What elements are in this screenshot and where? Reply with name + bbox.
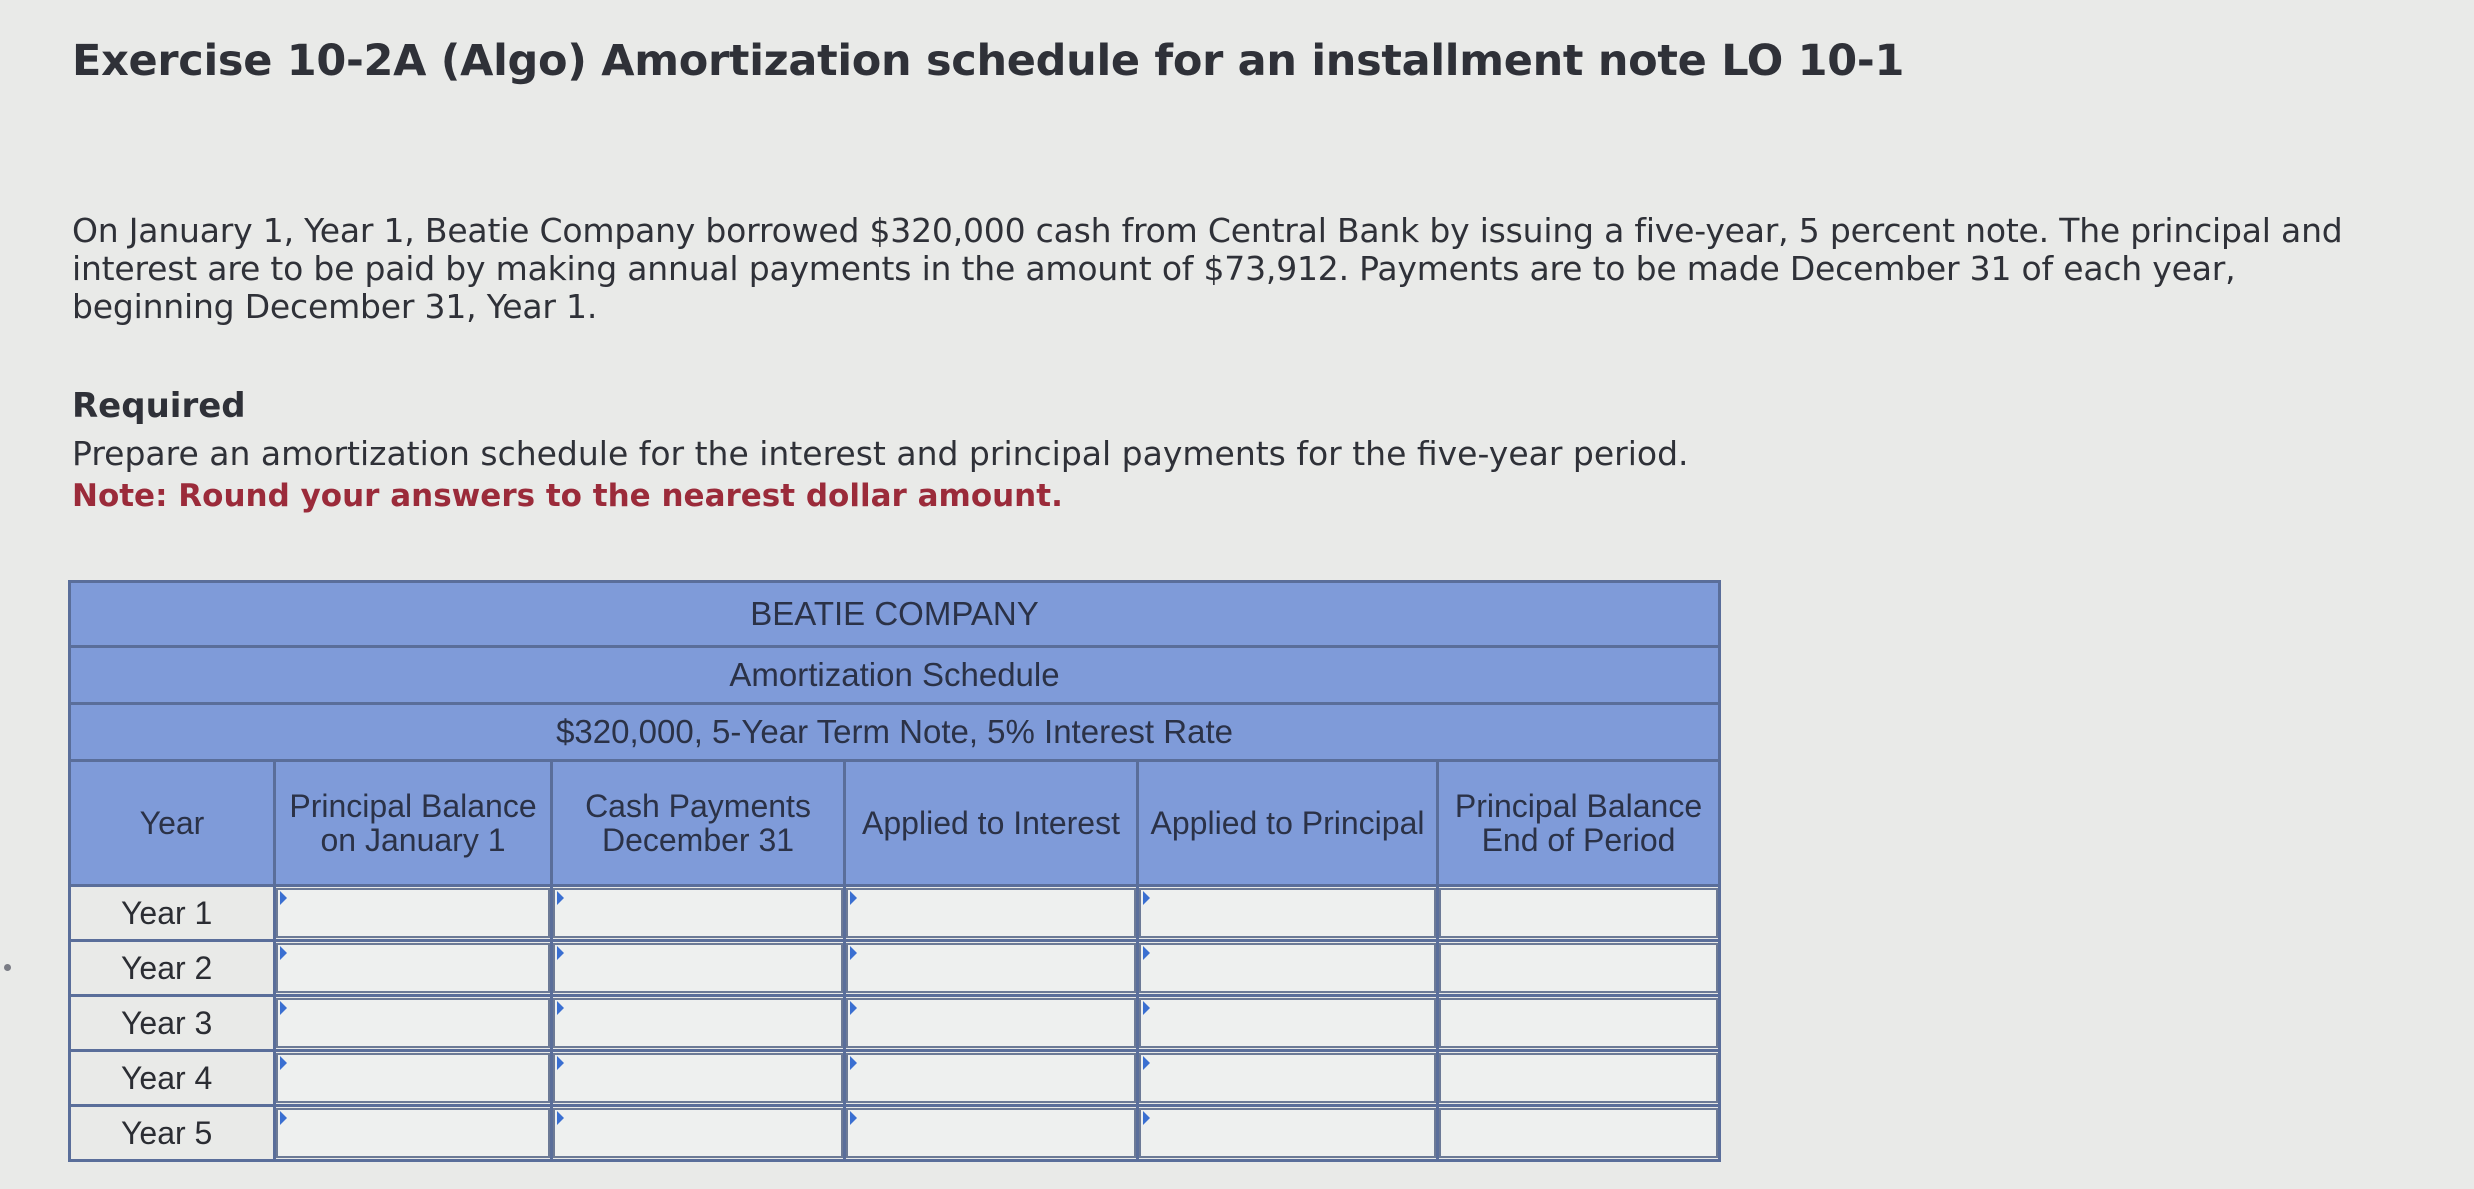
row-year-label: Year 4 (70, 1051, 275, 1106)
principal-end-input[interactable] (1439, 1108, 1718, 1158)
input-cell-principal-begin (275, 996, 552, 1051)
cell-indicator-icon (850, 1111, 857, 1125)
row-year-label: Year 5 (70, 1106, 275, 1161)
applied-principal-input[interactable] (1139, 943, 1436, 993)
schedule-company-name: BEATIE COMPANY (70, 582, 1720, 647)
cell-indicator-icon (850, 1001, 857, 1015)
principal-end-input[interactable] (1439, 943, 1718, 993)
input-cell-principal-begin (275, 886, 552, 941)
input-cell-applied-interest (845, 886, 1138, 941)
principal-begin-input[interactable] (276, 998, 550, 1048)
column-header-principal-begin: Principal Balance on January 1 (275, 761, 552, 886)
input-cell-cash-payments (552, 1051, 845, 1106)
cash-payments-input[interactable] (553, 1108, 843, 1158)
input-cell-principal-end (1438, 886, 1720, 941)
input-cell-cash-payments (552, 996, 845, 1051)
cell-indicator-icon (280, 1056, 287, 1070)
cell-indicator-icon (280, 891, 287, 905)
required-instructions: Prepare an amortization schedule for the interest and principal payments for the five-year period. (72, 434, 1689, 473)
applied-principal-input[interactable] (1139, 888, 1436, 938)
cash-payments-input[interactable] (553, 943, 843, 993)
table-row (70, 941, 1720, 996)
cell-indicator-icon (1143, 1056, 1150, 1070)
input-cell-applied-interest (845, 941, 1138, 996)
required-heading: Required (72, 386, 246, 426)
cell-indicator-icon (1143, 1001, 1150, 1015)
principal-end-input[interactable] (1439, 998, 1718, 1048)
column-header-year: Year (70, 761, 275, 886)
column-header-applied-interest: Applied to Interest (845, 761, 1138, 886)
cash-payments-input[interactable] (553, 1053, 843, 1103)
principal-begin-input[interactable] (276, 943, 550, 993)
rounding-note: Note: Round your answers to the nearest dollar amount. (72, 478, 1063, 514)
input-cell-applied-interest (845, 996, 1138, 1051)
cell-indicator-icon (557, 946, 564, 960)
applied-interest-input[interactable] (846, 1108, 1136, 1158)
amortization-schedule-table (68, 580, 1721, 1162)
problem-statement: On January 1, Year 1, Beatie Company borrowed $320,000 cash from Central Bank by issuing a five-year, 5 percent note. The principal and interest are to be paid by making annual payments in the amount of $73,912. Payments are to be made December 31 of each year, beginning December 31, Year 1. (72, 211, 2343, 326)
input-cell-applied-principal (1138, 996, 1438, 1051)
cash-payments-input[interactable] (553, 998, 843, 1048)
cell-indicator-icon (850, 946, 857, 960)
column-header-principal-end: Principal Balance End of Period (1438, 761, 1720, 886)
principal-end-input[interactable] (1439, 888, 1718, 938)
input-cell-cash-payments (552, 941, 845, 996)
cash-payments-input[interactable] (553, 888, 843, 938)
principal-begin-input[interactable] (276, 1053, 550, 1103)
page-margin-dot (4, 964, 11, 971)
applied-principal-input[interactable] (1139, 1108, 1436, 1158)
principal-end-input[interactable] (1439, 1053, 1718, 1103)
input-cell-applied-interest (845, 1106, 1138, 1161)
applied-principal-input[interactable] (1139, 998, 1436, 1048)
applied-interest-input[interactable] (846, 943, 1136, 993)
cell-indicator-icon (850, 891, 857, 905)
cell-indicator-icon (280, 946, 287, 960)
cell-indicator-icon (557, 1111, 564, 1125)
input-cell-applied-interest (845, 1051, 1138, 1106)
applied-interest-input[interactable] (846, 888, 1136, 938)
row-year-label: Year 3 (70, 996, 275, 1051)
cell-indicator-icon (557, 891, 564, 905)
input-cell-applied-principal (1138, 1106, 1438, 1161)
input-cell-applied-principal (1138, 886, 1438, 941)
row-year-label: Year 2 (70, 941, 275, 996)
table-row (70, 1051, 1720, 1106)
cell-indicator-icon (280, 1001, 287, 1015)
applied-interest-input[interactable] (846, 998, 1136, 1048)
cell-indicator-icon (1143, 946, 1150, 960)
input-cell-principal-end (1438, 1106, 1720, 1161)
table-row (70, 996, 1720, 1051)
input-cell-cash-payments (552, 886, 845, 941)
input-cell-principal-begin (275, 1106, 552, 1161)
exercise-title: Exercise 10-2A (Algo) Amortization schedule for an installment note LO 10-1 (72, 36, 1905, 86)
input-cell-applied-principal (1138, 941, 1438, 996)
input-cell-principal-end (1438, 1051, 1720, 1106)
cell-indicator-icon (1143, 1111, 1150, 1125)
applied-interest-input[interactable] (846, 1053, 1136, 1103)
cell-indicator-icon (1143, 891, 1150, 905)
row-year-label: Year 1 (70, 886, 275, 941)
column-header-applied-principal: Applied to Principal (1138, 761, 1438, 886)
input-cell-principal-begin (275, 941, 552, 996)
cell-indicator-icon (850, 1056, 857, 1070)
schedule-terms: $320,000, 5-Year Term Note, 5% Interest Rate (70, 704, 1720, 761)
principal-begin-input[interactable] (276, 1108, 550, 1158)
cell-indicator-icon (557, 1001, 564, 1015)
table-row (70, 1106, 1720, 1161)
schedule-subtitle: Amortization Schedule (70, 647, 1720, 704)
schedule-body (70, 886, 1720, 1161)
applied-principal-input[interactable] (1139, 1053, 1436, 1103)
cell-indicator-icon (280, 1111, 287, 1125)
input-cell-applied-principal (1138, 1051, 1438, 1106)
cell-indicator-icon (557, 1056, 564, 1070)
column-header-cash-payments: Cash Payments December 31 (552, 761, 845, 886)
table-row (70, 886, 1720, 941)
input-cell-cash-payments (552, 1106, 845, 1161)
principal-begin-input[interactable] (276, 888, 550, 938)
input-cell-principal-end (1438, 996, 1720, 1051)
input-cell-principal-begin (275, 1051, 552, 1106)
input-cell-principal-end (1438, 941, 1720, 996)
